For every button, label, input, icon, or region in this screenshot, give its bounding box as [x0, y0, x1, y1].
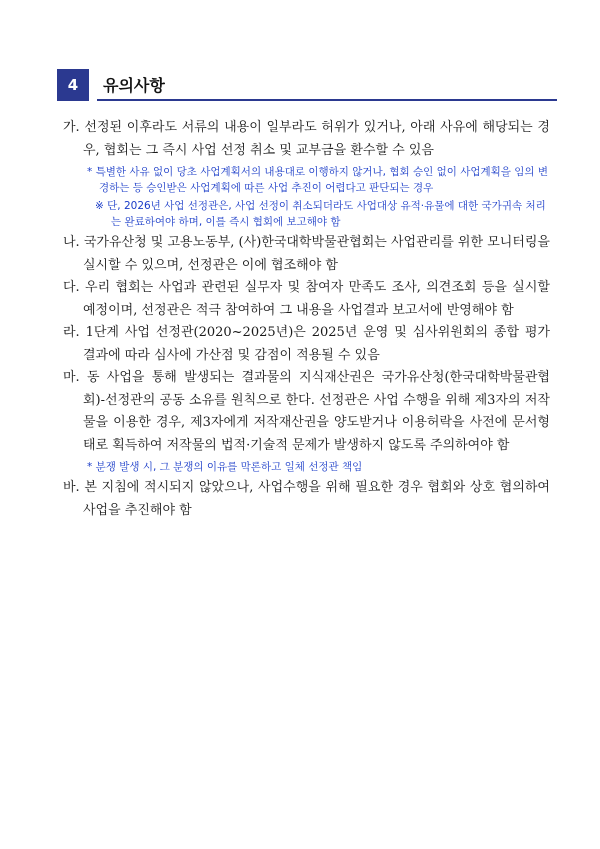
notice-item-ma: 마. 동 사업을 통해 발생되는 결과물의 지식재산권은 국가유산청(한국대학박물관협회)-선정관의 공동 소유를 원칙으로 한다. 선정관은 사업 수행을 위해 제3자의 저작물을 이용한 경우, 제3자에게 저작재산권을 양도받거나 이용허락을 사전에 문서형태로 획득하여 저작물의 법적·기술적 문제가 발생하지 않도록 주의하여야 함 — [63, 370, 550, 453]
notice-item-ba: 바. 본 지침에 적시되지 않았으나, 사업수행을 위해 필요한 경우 협회와 상호 협의하여 사업을 추진해야 함 — [63, 480, 550, 518]
section-title: 유의사항 — [103, 76, 165, 95]
notice-item-ra: 라. 1단계 사업 선정관(2020~2025년)은 2025년 운영 및 심사위원회의 종합 평가 결과에 따라 심사에 가산점 및 감점이 적용될 수 있음 — [63, 325, 550, 363]
section-header — [57, 69, 557, 101]
notice-item-ga: 가. 선정된 이후라도 서류의 내용이 일부라도 허위가 있거나, 아래 사유에 해당되는 경우, 협회는 그 즉시 사업 선정 취소 및 교부금을 환수할 수 있음 — [63, 120, 550, 158]
section-underline — [97, 99, 557, 101]
notice-item-da: 다. 우리 협회는 사업과 관련된 실무자 및 참여자 만족도 조사, 의견조회 등을 실시할 예정이며, 선정관은 적극 참여하여 그 내용을 사업결과 보고서에 반영해야 함 — [63, 280, 550, 318]
subnote-ga: ※ 단, 2026년 사업 선정관은, 사업 선정이 취소되더라도 사업대상 유적·유물에 대한 국가귀속 처리는 완료하여야 하며, 이를 즉시 협회에 보고해야 함 — [95, 200, 546, 228]
section-number-badge: 4 — [57, 69, 89, 101]
note-ma: * 분쟁 발생 시, 그 분쟁의 이유를 막론하고 일체 선정관 책임 — [87, 461, 363, 473]
note-ga: * 특별한 사유 없이 당초 사업계획서의 내용대로 이행하지 않거나, 협회 승인 없이 사업계획을 임의 변경하는 등 승인받은 사업계획에 따른 사업 추진이 어렵다고 판단되는 경우 — [87, 166, 549, 194]
notice-list — [63, 117, 550, 522]
notice-item-na: 나. 국가유산청 및 고용노동부, (사)한국대학박물관협회는 사업관리를 위한 모니터링을 실시할 수 있으며, 선정관은 이에 협조해야 함 — [63, 235, 550, 273]
